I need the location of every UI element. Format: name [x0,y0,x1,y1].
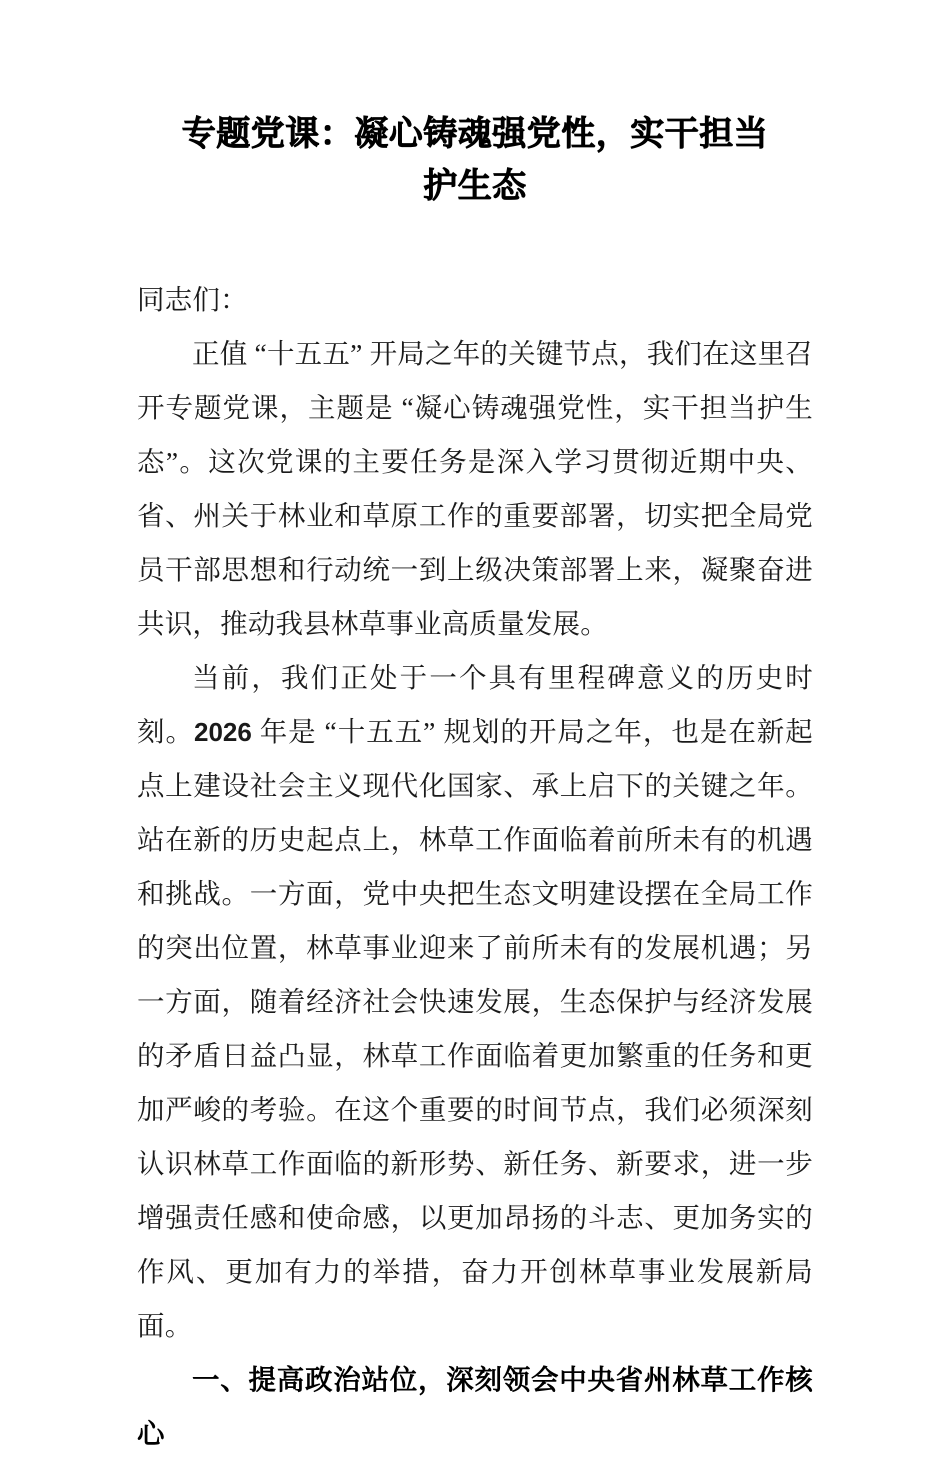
paragraph-1: 正值 “十五五” 开局之年的关键节点，我们在这里召开专题党课，主题是 “凝心铸魂强党性，实干担当护生态”。这次党课的主要任务是深入学习贯彻近期中央、省、州关于林业和草原工作的重要部署，切实把全局党员干部思想和行动统一到上级决策部署上来，凝聚奋进共识，推动我县林草事业高质量发展。 [137,338,813,639]
year-2026: 2026 [193,717,252,747]
page-title-line-2: 护生态 [423,167,527,205]
salutation: 同志们： [137,284,248,315]
paragraph-2-lead: 当前，我们正处于一个具有里程碑意义的历史时刻。 [137,662,813,747]
section-heading-1: 一、提高政治站位，深刻领会中央省州林草工作核心 [137,1364,813,1449]
paragraph-2 [137,651,813,1353]
page-title-line-1: 专题党课：凝心铸魂强党性，实干担当 [181,115,769,153]
document-body [137,273,813,1461]
paragraph-2-rest: 年是 “十五五” 规划的开局之年，也是在新起点上建设社会主义现代化国家、承上启下的关键之年。站在新的历史起点上，林草工作面临着前所未有的机遇和挑战。一方面，党中央把生态文明建设摆在全局工作的突出位置，林草事业迎来了前所未有的发展机遇；另一方面，随着经济社会快速发展，生态保护与经济发展的矛盾日益凸显，林草工作面临着更加繁重的任务和更加严峻的考验。在这个重要的时间节点，我们必须深刻认识林草工作面临的新形势、新任务、新要求，进一步增强责任感和使命感，以更加昂扬的斗志、更加务实的作风、更加有力的举措，奋力开创林草事业发展新局面。 [137,716,813,1341]
page-title [137,108,813,212]
